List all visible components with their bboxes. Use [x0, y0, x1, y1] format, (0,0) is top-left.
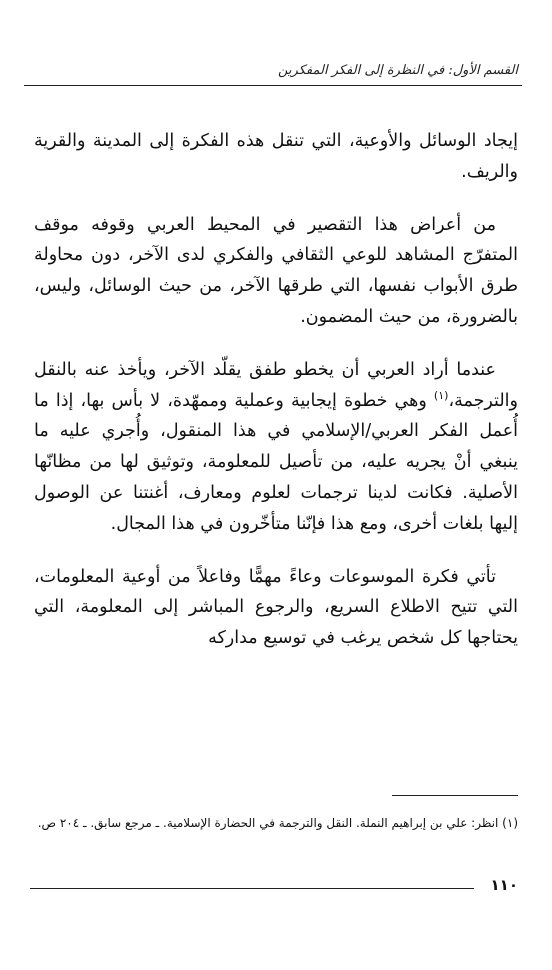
paragraph-3-part-2: وهي خطوة إيجابية وعملية وممهّدة، لا بأس بها، إذا ما أُعمل الفكر العربي/الإسلامي في هذا المنقول، وأُجري عليه ما ينبغي أنْ يجريه عليه، من تأصيل للمعلومة، وتوثيق لها من مظانّها الأصلية. فكانت لدينا ترجمات لعلوم ومعارف، أغنتنا عن الوصول إليها بلغات أخرى، ومع هذا فإنّنا متأخّرون في هذا المجال. — [34, 390, 518, 534]
header-rule — [24, 85, 522, 86]
footnote: (١) انظر: علي بن إبراهيم النملة. النقل والترجمة في الحضارة الإسلامية. ـ مرجع سابق. ـ ٢٠٤ ص. — [37, 816, 518, 830]
paragraph-3-part-1: عندما أراد العربي أن يخطو طفق يقلّد الآخر، ويأخذ عنه بالنقل والترجمة، — [34, 359, 518, 411]
footnote-marker: (١) — [433, 388, 449, 402]
footer-rule — [30, 888, 474, 889]
page-number: ١١٠ — [490, 876, 518, 894]
paragraph-1: إيجاد الوسائل والأوعية، التي تنقل هذه الفكرة إلى المدينة والقرية والريف. — [34, 131, 518, 182]
paragraph-2: من أعراض هذا التقصير في المحيط العربي وقوفه موقف المتفرّج المشاهد للوعي الثقافي والفكري لدى الآخر، دون محاولة طرق الأبواب نفسها، التي طرقها الآخر، من حيث الوسائل، وليس، بالضرورة، من حيث المضمون. — [34, 214, 518, 327]
footnote-rule — [392, 795, 518, 796]
running-header: القسم الأول: في النظرة إلى الفكر المفكرين — [278, 63, 518, 78]
paragraph-3 — [34, 355, 518, 540]
body-text — [34, 126, 518, 654]
paragraph-4: تأتي فكرة الموسوعات وعاءً مهمًّا وفاعلاً من أوعية المعلومات، التي تتيح الاطلاع السريع، والرجوع المباشر إلى المعلومة، التي يحتاجها كل شخص يرغب في توسيع مداركه — [34, 566, 518, 649]
